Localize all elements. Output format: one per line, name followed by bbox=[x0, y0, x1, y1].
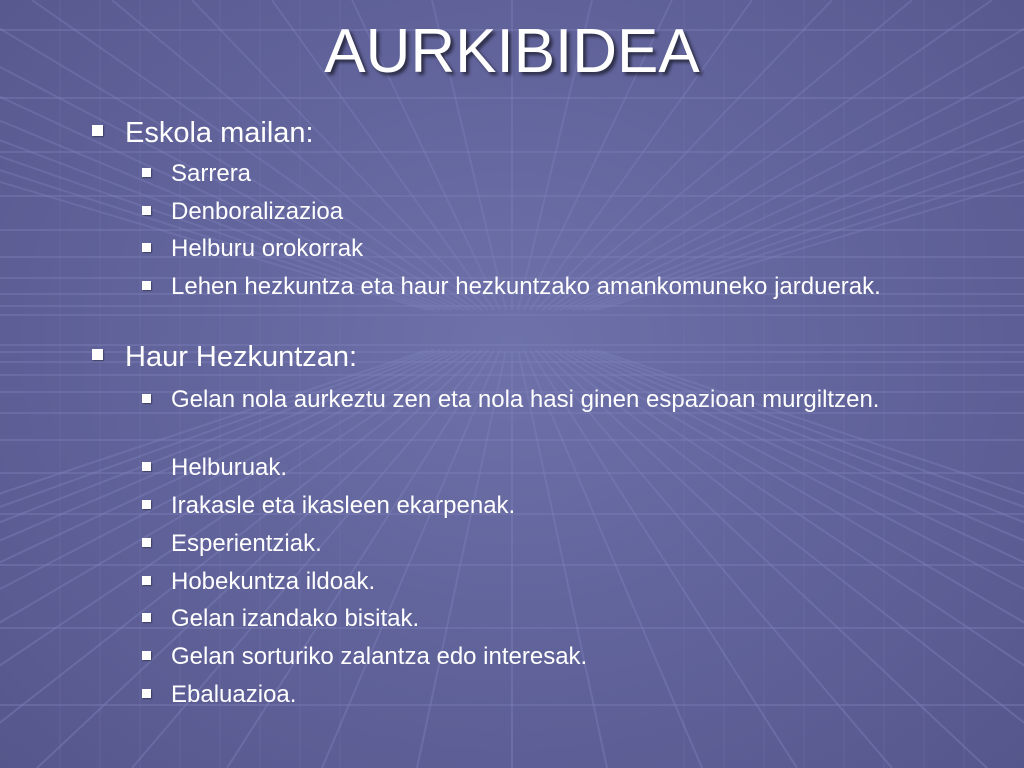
section-heading-haur: Haur Hezkuntzan: bbox=[125, 341, 358, 373]
list-item: Esperientziak. bbox=[171, 530, 322, 557]
square-bullet-icon bbox=[142, 206, 151, 215]
list-item: Irakasle eta ikasleen ekarpenak. bbox=[171, 492, 516, 519]
square-bullet-icon bbox=[142, 243, 151, 252]
list-item: Sarrera bbox=[171, 160, 252, 187]
list-item: Denboralizazioa bbox=[171, 198, 344, 225]
square-bullet-icon bbox=[142, 576, 151, 585]
list-item: Hobekuntza ildoak. bbox=[171, 568, 376, 595]
square-bullet-icon bbox=[142, 462, 151, 471]
square-bullet-icon bbox=[92, 349, 103, 360]
slide-title: AURKIBIDEA bbox=[324, 17, 700, 86]
square-bullet-icon bbox=[142, 613, 151, 622]
square-bullet-icon bbox=[142, 689, 151, 698]
list-item: Ebaluazioa. bbox=[171, 681, 297, 708]
list-item: Helburuak. bbox=[171, 454, 288, 481]
list-item: Gelan sorturiko zalantza edo interesak. bbox=[171, 643, 588, 670]
section-heading-eskola: Eskola mailan: bbox=[125, 117, 314, 149]
square-bullet-icon bbox=[92, 125, 103, 136]
square-bullet-icon bbox=[142, 651, 151, 660]
square-bullet-icon bbox=[142, 168, 151, 177]
list-item: Lehen hezkuntza eta haur hezkuntzako amankomuneko jarduerak. bbox=[171, 273, 881, 300]
list-item: Helburu orokorrak bbox=[171, 235, 364, 262]
square-bullet-icon bbox=[142, 281, 151, 290]
square-bullet-icon bbox=[142, 394, 151, 403]
list-item: Gelan izandako bisitak. bbox=[171, 605, 420, 632]
square-bullet-icon bbox=[142, 538, 151, 547]
square-bullet-icon bbox=[142, 500, 151, 509]
list-item: Gelan nola aurkeztu zen eta nola hasi ginen espazioan murgiltzen. bbox=[171, 386, 880, 413]
